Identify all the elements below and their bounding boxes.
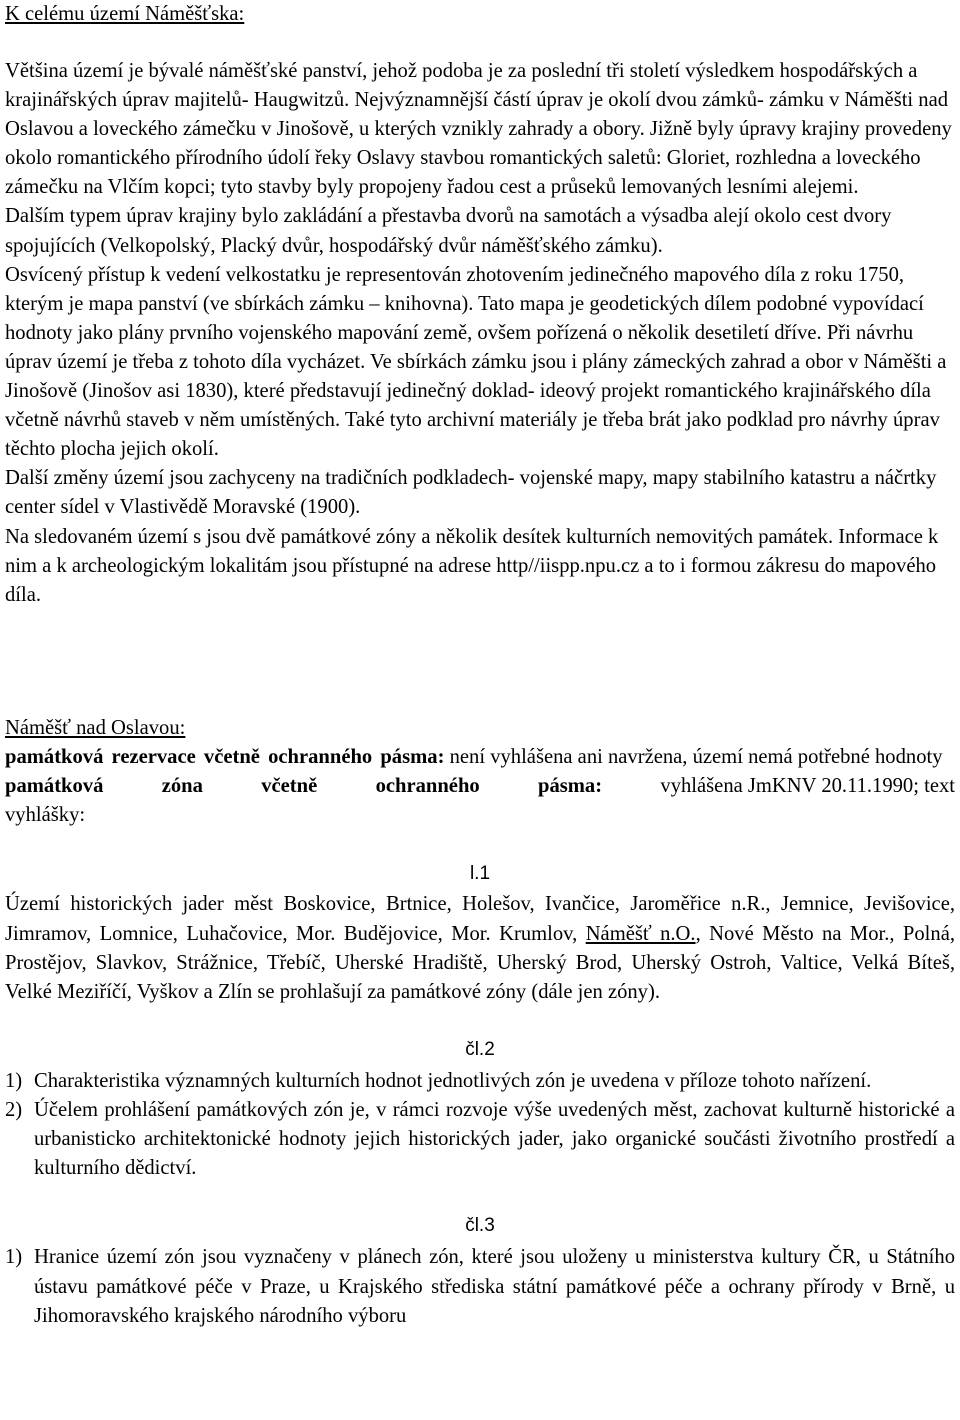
article3-heading: čl.3 — [465, 1215, 495, 1237]
article1-heading: l.1 — [469, 863, 491, 885]
article1-text-start: Území historických jader měst Boskovice, Brtnice, Holešov, Ivančice, Jaroměřice n.R., Jemnice, Jevišovice, Jimramov, Lomnice, Luhačovice, Mor. Budějovice, Mor. Krumlov, — [5, 893, 955, 945]
zone-text-continued: vyhlášky: — [5, 804, 86, 827]
article1-text — [5, 890, 955, 1006]
list-item-number: 1) — [5, 1069, 23, 1092]
namest-heading: Náměšť nad Oslavou: — [5, 717, 186, 739]
list-item-text: Účelem prohlášení památkových zón je, v rámci rozvoje výše uvedených měst, zachovat kulturně historické a urbanisticko architektonické hodnoty jejich historických jader, jako organické součásti životního prostředí a kulturního dědictví. — [34, 1099, 955, 1180]
section-heading: K celému území Náměšťska: — [5, 3, 245, 25]
intro-paragraph: Osvícený přístup k vedení velkostatku je representován zhotovením jedinečného mapového díla z roku 1750, kterým je mapa panství (ve sbírkách zámku – knihovna). Tato mapa je geodetických dílem podobné vypovídací hodnoty jako plány prvního vojenského mapování země, ovšem pořízená o několik desetiletí dříve. Při návrhu úprav území je třeba z tohoto díla vycházet. Ve sbírkách zámku jsou i plány zámeckých zahrad a obor v Náměšti a Jinošově (Jinošov asi 1830), které představují jedinečný doklad- ideový projekt romantického krajinářského díla včetně návrhů staveb v něm umístěných. Také tyto archivní materiály je třeba brát jako podklad pro návrhy úprav těchto plocha jejich okolí. — [5, 263, 947, 461]
intro-paragraph: Většina území je bývalé náměšťské panství, jehož podoba je za poslední tři století výsledkem hospodářských a krajinářských úprav majitelů- Haugwitzů. Nejvýznamnější částí úprav je okolí dvou zámků- zámku v Náměšti nad Oslavou a loveckého zámečku v Jinošově, u kterých vznikly zahrady a obory. Jižně byly úpravy krajiny provedeny okolo romantického přírodního údolí řeky Oslavy stavbou romantických saletů: Gloriet, rozhledna a loveckého zámečku na Vlčím kopci; tyto stavby byly propojeny řadou cest a průseků lemovaných lesními alejemi. — [5, 60, 952, 199]
list-item — [5, 1067, 955, 1096]
zone-label-word: památková — [5, 775, 104, 798]
zone-label-word: pásma: — [538, 775, 603, 798]
article2-heading: čl.2 — [465, 1038, 495, 1060]
intro-section — [5, 57, 955, 610]
list-item — [5, 1096, 955, 1183]
reservation-text: není vyhlášena ani navržena, území nemá potřebné hodnoty — [444, 746, 943, 769]
intro-paragraph: Na sledovaném území s jsou dvě památkové zóny a několik desítek kulturních nemovitých památek. Informace k nim a k archeologickým lokalitám jsou přístupné na adrese http//iispp.npu.cz a to i formou zákresu do mapového díla. — [5, 525, 939, 606]
zone-label-word: zóna — [161, 775, 203, 798]
intro-paragraph: Další změny území jsou zachyceny na tradičních podkladech- vojenské mapy, mapy stabilního katastru a náčrtky center sídel v Vlastivědě Moravské (1900). — [5, 467, 937, 519]
zone-paragraph — [5, 772, 955, 830]
list-item-text: Hranice území zón jsou vyznačeny v plánech zón, které jsou uloženy u ministerstva kultury ČR, u Státního ústavu památkové péče v Praze, u Krajského střediska státní památkové péče a ochrany přírody v Brně, u Jihomoravského krajského národního výboru — [34, 1246, 955, 1327]
intro-paragraph: Dalším typem úprav krajiny bylo zakládání a přestavba dvorů na samotách a výsadba alejí okolo cest dvory spojujících (Velkopolský, Placký dvůr, hospodářský dvůr náměšťského zámku). — [5, 205, 892, 257]
reservation-paragraph — [5, 743, 955, 772]
list-item-text: Charakteristika významných kulturních hodnot jednotlivých zón je uvedena v příloze tohoto nařízení. — [34, 1069, 872, 1092]
article1-text-end: , Nové Město na Mor., Polná, Prostějov, Slavkov, Strážnice, Třebíč, Uherské Hradiště, Uherský Brod, Uherský Ostroh, Valtice, Velká Bíteš, Velké Meziříčí, Vyškov a Zlín se prohlašují za památkové zóny (dále jen zóny). — [5, 922, 955, 1003]
list-item — [5, 1243, 955, 1330]
article3-list — [5, 1243, 955, 1330]
list-item-number: 1) — [5, 1246, 23, 1269]
list-item-number: 2) — [5, 1099, 23, 1122]
article1-namest-reference: Náměšť n.O. — [585, 922, 696, 945]
reservation-label: památková rezervace včetně ochranného pásma: — [5, 746, 445, 769]
article2-list — [5, 1067, 955, 1183]
zone-text: vyhlášena JmKNV 20.11.1990; text — [660, 775, 955, 798]
zone-label-word: včetně — [261, 775, 318, 798]
zone-label-word: ochranného — [375, 775, 480, 798]
namest-section — [5, 714, 955, 1331]
